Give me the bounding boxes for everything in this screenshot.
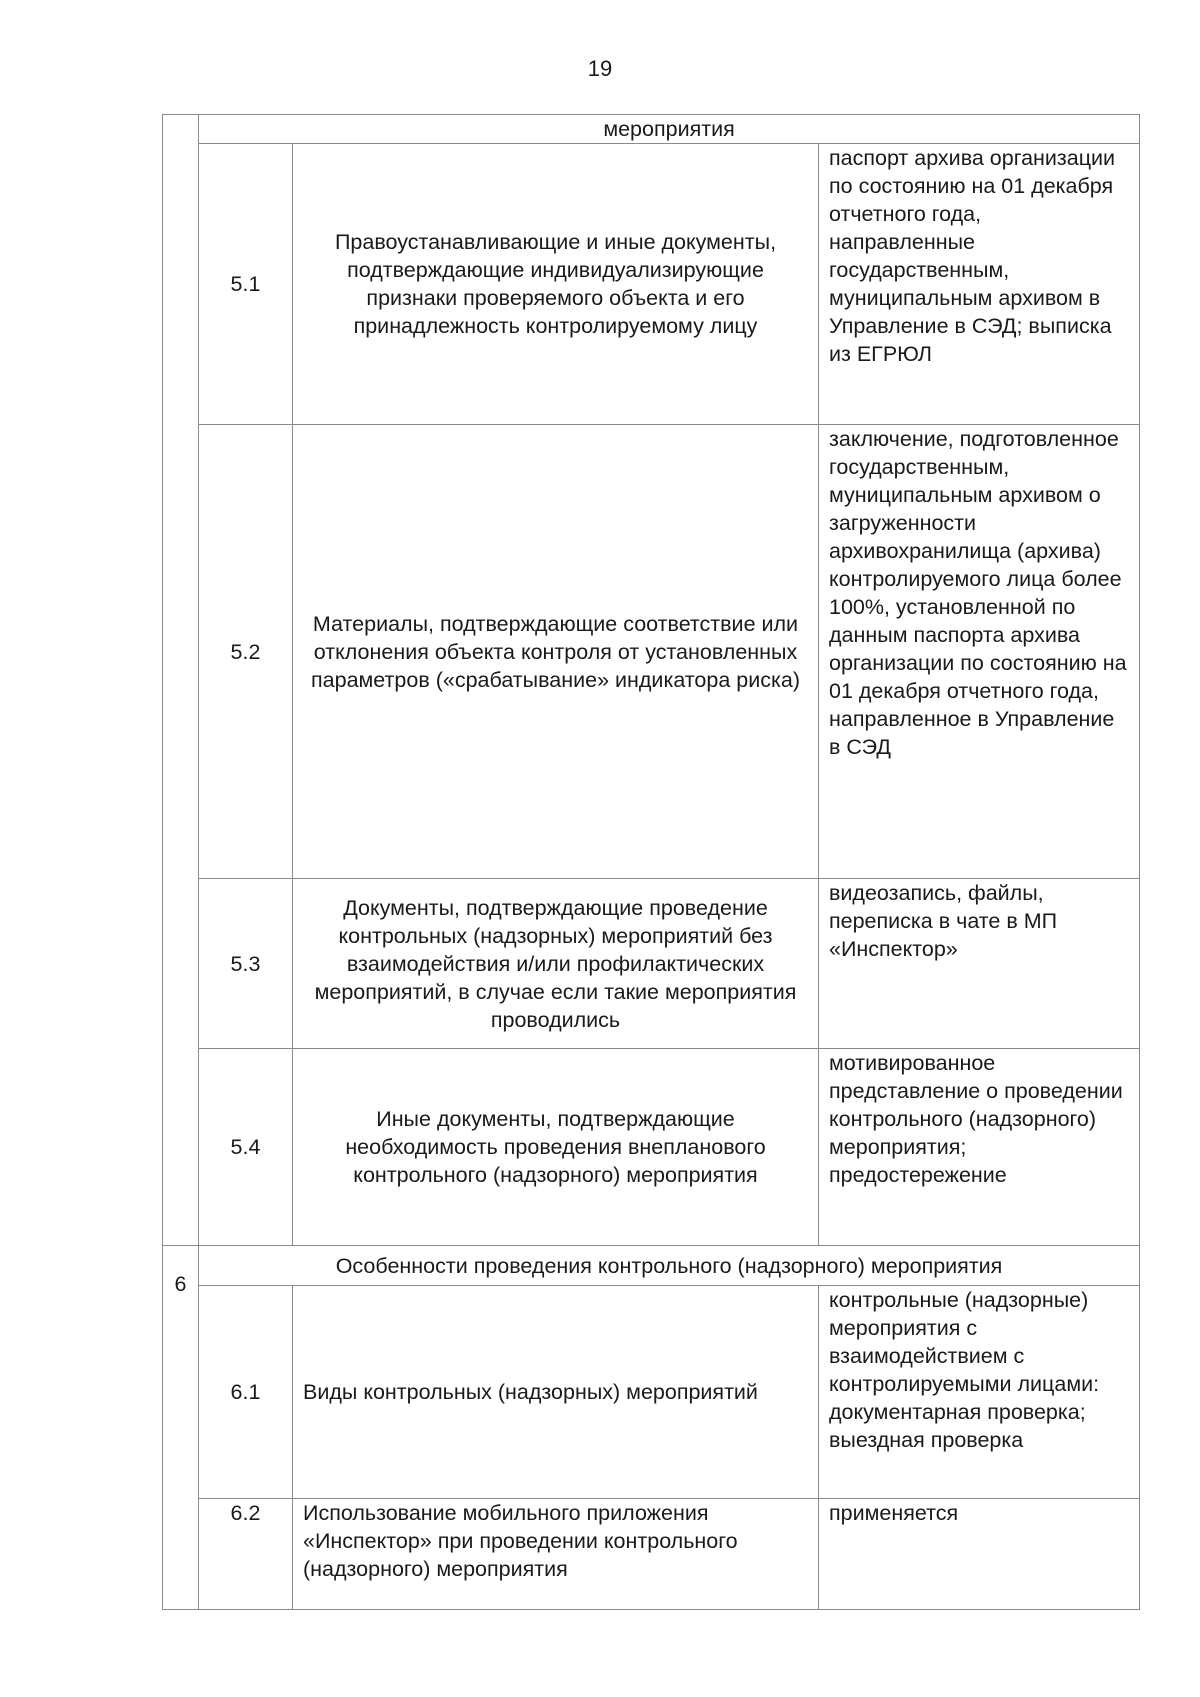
table-row bbox=[163, 425, 1140, 879]
table-row bbox=[163, 115, 1140, 144]
section-title: Особенности проведения контрольного (надзорного) мероприятия bbox=[199, 1246, 1140, 1286]
item-value: паспорт архива организации по состоянию на 01 декабря отчетного года, направленные государственным, муниципальным архивом в Управление в СЭД; выписка из ЕГРЮЛ bbox=[819, 144, 1140, 425]
item-description: Виды контрольных (надзорных) мероприятий bbox=[293, 1286, 819, 1499]
item-description: Иные документы, подтверждающие необходимость проведения внепланового контрольного (надзорного) мероприятия bbox=[293, 1049, 819, 1246]
table-row bbox=[163, 1049, 1140, 1246]
section-number: 6 bbox=[163, 1246, 199, 1610]
item-description: Правоустанавливающие и иные документы, подтверждающие индивидуализирующие признаки проверяемого объекта и его принадлежность контролируемому лицу bbox=[293, 144, 819, 425]
item-value: заключение, подготовленное государственным, муниципальным архивом о загруженности архивохранилища (архива) контролируемого лица более 100%, установленной по данным паспорта архива организации по состоянию на 01 декабря отчетного года, направленное в Управление в СЭД bbox=[819, 425, 1140, 879]
item-value: мотивированное представление о проведении контрольного (надзорного) мероприятия; предостережение bbox=[819, 1049, 1140, 1246]
section-title-continued: мероприятия bbox=[199, 115, 1140, 144]
table-row bbox=[163, 1286, 1140, 1499]
item-value: контрольные (надзорные) мероприятия с взаимодействием с контролируемыми лицами: документарная проверка; выездная проверка bbox=[819, 1286, 1140, 1499]
table-row bbox=[163, 879, 1140, 1049]
section-number-cell bbox=[163, 115, 199, 1246]
item-description: Документы, подтверждающие проведение контрольных (надзорных) мероприятий без взаимодействия и/или профилактических мероприятий, в случае если такие мероприятия проводились bbox=[293, 879, 819, 1049]
item-description: Использование мобильного приложения «Инспектор» при проведении контрольного (надзорного) мероприятия bbox=[293, 1499, 819, 1610]
requirements-table bbox=[162, 114, 1140, 1610]
item-number: 5.1 bbox=[199, 144, 293, 425]
item-number: 6.1 bbox=[199, 1286, 293, 1499]
item-number: 5.2 bbox=[199, 425, 293, 879]
table-row bbox=[163, 1499, 1140, 1610]
item-description: Материалы, подтверждающие соответствие или отклонения объекта контроля от установленных параметров («срабатывание» индикатора риска) bbox=[293, 425, 819, 879]
item-number: 5.3 bbox=[199, 879, 293, 1049]
item-number: 6.2 bbox=[199, 1499, 293, 1610]
item-number: 5.4 bbox=[199, 1049, 293, 1246]
item-value: видеозапись, файлы, переписка в чате в МП «Инспектор» bbox=[819, 879, 1140, 1049]
table-row bbox=[163, 1246, 1140, 1286]
page-number: 19 bbox=[587, 56, 613, 81]
item-value: применяется bbox=[819, 1499, 1140, 1610]
table-row bbox=[163, 144, 1140, 425]
